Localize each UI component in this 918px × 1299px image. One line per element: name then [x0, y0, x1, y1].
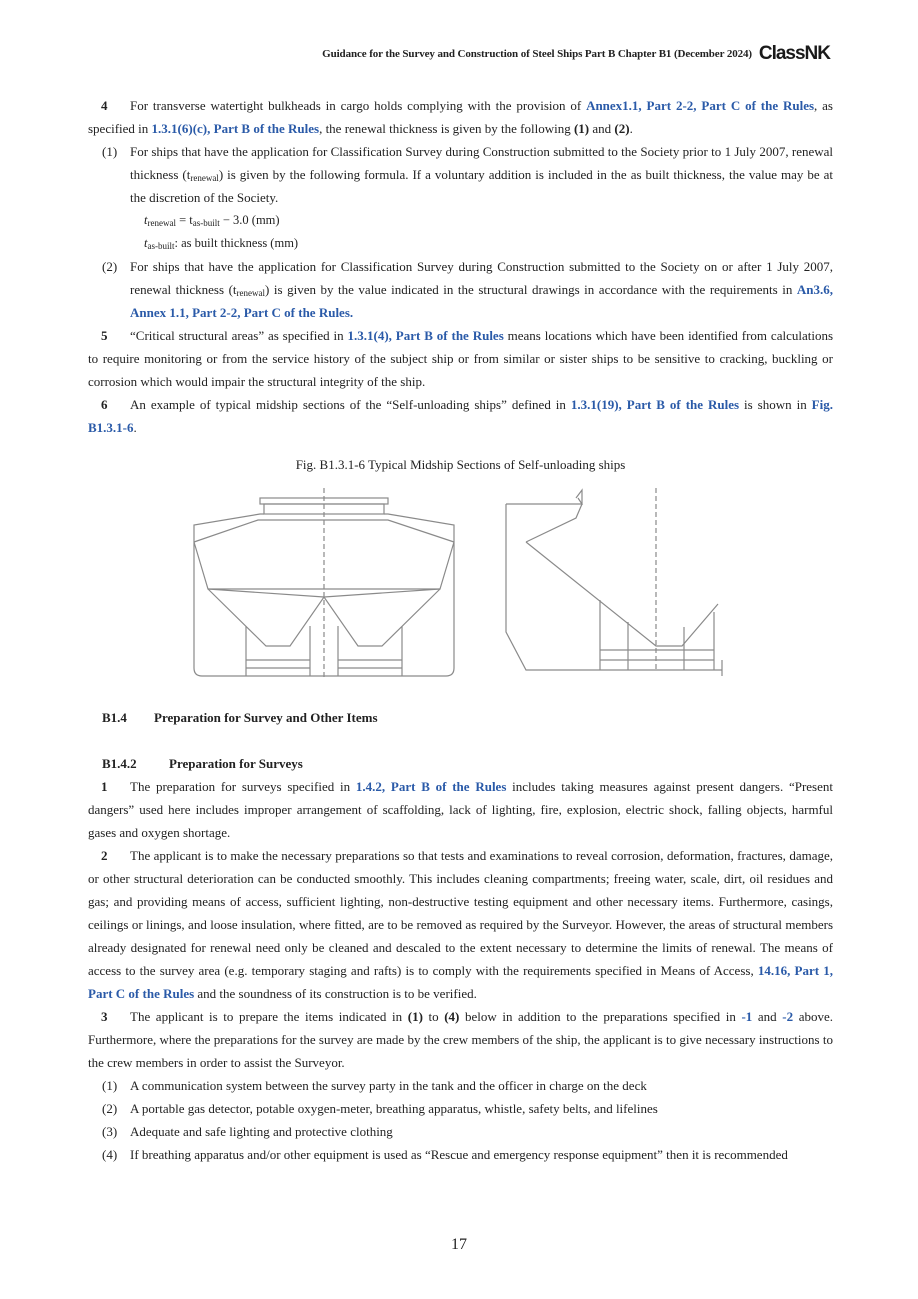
link-14-16[interactable]: 14.16, Part 1, Part C of the Rules — [88, 963, 833, 1001]
paragraph-4: 4 For transverse watertight bulkheads in cargo holds complying with the provision of Annex1.1, Part 2-2, Part C of the Rules, as specified in 1.3.1(6)(c), Part B of the Rules, the renewal thickness is given by the following (1) and (2). — [88, 98, 833, 136]
paragraph-6: 6 An example of typical midship sections of the “Self-unloading ships” defined in 1.3.1(19), Part B of the Rules is shown in Fig. B1.3.1-6. — [88, 397, 833, 435]
document-body — [88, 94, 833, 1166]
link-ref-2[interactable]: -2 — [782, 1009, 794, 1024]
list-item: (1) A communication system between the survey party in the tank and the officer in charge on the deck — [102, 1078, 647, 1093]
link-1-4-2[interactable]: 1.4.2, Part B of the Rules — [355, 779, 507, 794]
link-annex-1-1[interactable]: Annex1.1, Part 2-2, Part C of the Rules — [586, 98, 815, 113]
paragraph-5: 5 “Critical structural areas” as specified in 1.3.1(4), Part B of the Rules means locations which have been identified from calculations to require monitoring or from the service history of the subject ship or from similar or sister ships to be sensitive to cracking, buckling or corrosion which would impair the structural integrity of the ship. — [88, 328, 834, 389]
midship-sections-figure — [88, 482, 833, 682]
page-number: 17 — [451, 1236, 467, 1253]
subsection-heading: B1.4.2 Preparation for Surveys — [102, 756, 303, 771]
formula-renewal: $t_{renewal} = t_{as-built} - 3.0$ (mm) — [144, 213, 280, 228]
classnk-logo: ClassNK — [758, 43, 830, 64]
link-an3-6[interactable]: An3.6, Annex 1.1, Part 2-2, Part C of the Rules. — [130, 282, 833, 320]
section-heading: B1.4 Preparation for Survey and Other Items — [102, 710, 378, 725]
s2-paragraph: 2 The applicant is to make the necessary preparations so that tests and examinations to reveal corrosion, deformation, fractures, damage, or other structural deterioration can be conducted smoothly. This includes cleaning compartments; freeing water, scale, dirt, oil residues and gas; and providing means of access, sufficient lighting, non-destructive testing equipment and other necessary items. Furthermore, casings, ceilings or linings, and loose insulation, where fitted, are to be removed as required by the Surveyor. However, the areas of structural members already designated for renewal need only be cleaned and descaled to the extent necessary to determine the limits of renewal. The means of access to the survey area (e.g. temporary staging and rafts) is to comply with the requirements specified in Means of Access, 14.16, Part 1, Part C of the Rules and the soundness of its construction is to be verified. — [88, 848, 833, 1001]
list-item: (2) A portable gas detector, potable oxygen-meter, breathing apparatus, whistle, safety belts, and lifelines — [102, 1101, 658, 1116]
list-item: (3) Adequate and safe lighting and protective clothing — [102, 1124, 393, 1139]
s3-paragraph: 3 The applicant is to prepare the items indicated in (1) to (4) below in addition to the preparations specified in -1 and -2 above. Furthermore, where the preparations for the survey are made by the crew members of the ship, the applicant is to give necessary instructions to the crew members in order to assist the Surveyor. — [88, 1009, 833, 1070]
list-item-2: (2) For ships that have the application for Classification Survey during Construction submitted to the Society on or after 1 July 2007, renewal thickness $(t_{renewal})$ is given by the value indicated in the structural drawings in accordance with the requirements in An3.6, Annex 1.1, Part 2-2, Part C of the Rules. — [102, 259, 833, 320]
link-1-3-1-4[interactable]: 1.3.1(4), Part B of the Rules — [347, 328, 504, 343]
link-fig-b1-3-1-6[interactable]: Fig. B1.3.1-6 — [88, 397, 833, 435]
list-item-1: (1) For ships that have the application for Classification Survey during Construction submitted to the Society prior to 1 July 2007, renewal thickness $(t_{renewal})$ is given by the following formula. If a voluntary addition is included in the as built thickness, the value may be at the discretion of the Society. — [102, 144, 833, 205]
page-header — [0, 43, 918, 66]
midship-section-right — [506, 490, 722, 676]
link-1-3-1-19[interactable]: 1.3.1(19), Part B of the Rules — [570, 397, 740, 412]
list-item: (4) If breathing apparatus and/or other equipment is used as “Rescue and emergency response equipment” then it is recommended — [102, 1147, 788, 1162]
figure-caption: Fig. B1.3.1-6 Typical Midship Sections of Self-unloading ships — [295, 457, 626, 472]
header-title: Guidance for the Survey and Construction of Steel Ships Part B Chapter B1 (December 2024) — [322, 48, 752, 60]
link-1-3-1-6-c[interactable]: 1.3.1(6)(c), Part B of the Rules — [151, 121, 320, 136]
s1-paragraph: 1 The preparation for surveys specified in 1.4.2, Part B of the Rules includes taking measures against present dangers. “Present dangers” used here includes improper arrangement of scaffolding, lack of lighting, fire, explosion, electric shock, falling objects, harmful gases and oxygen shortage. — [88, 779, 833, 840]
link-ref-1[interactable]: -1 — [741, 1009, 753, 1024]
formula-as-built: $t_{as-built}$: as built thickness (mm) — [144, 236, 299, 251]
